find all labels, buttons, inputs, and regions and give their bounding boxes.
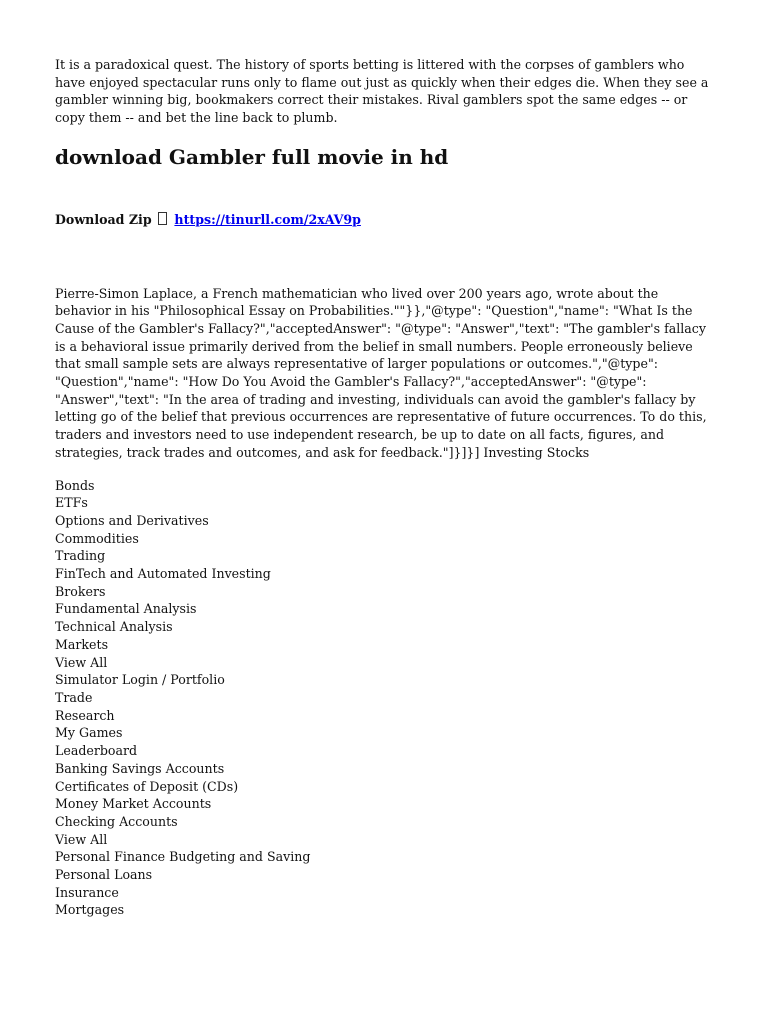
nav-link[interactable]: Brokers <box>55 583 106 599</box>
list-item <box>55 671 715 689</box>
list-item <box>55 583 715 601</box>
nav-link[interactable]: Fundamental Analysis <box>55 601 197 617</box>
list-item <box>55 530 715 548</box>
download-line <box>55 211 715 229</box>
nav-link[interactable]: Research <box>55 707 115 723</box>
list-item <box>55 689 715 707</box>
nav-link[interactable]: Personal Finance Budgeting and Saving <box>55 849 311 865</box>
nav-list <box>55 477 715 920</box>
download-link[interactable]: https://tinurll.com/2xAV9p <box>174 211 361 227</box>
list-item <box>55 866 715 884</box>
list-item <box>55 901 715 919</box>
nav-link[interactable]: Options and Derivatives <box>55 512 209 528</box>
list-item <box>55 636 715 654</box>
nav-link[interactable]: Simulator Login / Portfolio <box>55 672 225 688</box>
nav-link[interactable]: Trade <box>55 689 93 705</box>
list-item <box>55 884 715 902</box>
list-item <box>55 848 715 866</box>
list-item <box>55 547 715 565</box>
list-item <box>55 742 715 760</box>
list-item <box>55 654 715 672</box>
nav-link[interactable]: FinTech and Automated Investing <box>55 566 271 582</box>
list-item <box>55 600 715 618</box>
list-item <box>55 565 715 583</box>
nav-link[interactable]: Certificates of Deposit (CDs) <box>55 778 239 794</box>
nav-link[interactable]: Mortgages <box>55 902 125 918</box>
nav-link[interactable]: Commodities <box>55 530 139 546</box>
body-paragraph: Pierre-Simon Laplace, a French mathematician who lived over 200 years ago, wrote about the behavior in his "Philosophical Essay on Probabilities.""}},"@type": "Question","name": "What Is the Cause of the Gambler's Fallacy?","acceptedAnswer": "@type": "Answer","text": "The gambler's fallacy is a behavioral issue primarily derived from the belief in small numbers. People erroneously believe that small sample sets are always representative of larger populations or outcomes.","@type": "Question","name": "How Do You Avoid the Gambler's Fallacy?","acceptedAnswer": "@type": "Answer","text": "In the area of trading and investing, individuals can avoid the gambler's fallacy by letting go of the belief that previous occurrences are representative of future occurrences. To do this, traders and investors need to use independent research, be up to date on all facts, figures, and strategies, track trades and outcomes, and ask for feedback."]}]}] Investing Stocks <box>55 285 707 460</box>
page-title: download Gambler full movie in hd <box>55 144 449 169</box>
list-item <box>55 813 715 831</box>
list-item <box>55 778 715 796</box>
nav-link[interactable]: Insurance <box>55 884 119 900</box>
nav-link[interactable]: Personal Loans <box>55 867 153 883</box>
list-item <box>55 494 715 512</box>
nav-link[interactable]: Technical Analysis <box>55 619 173 635</box>
list-item <box>55 795 715 813</box>
nav-link[interactable]: Money Market Accounts <box>55 796 212 812</box>
download-label: Download Zip <box>55 211 152 227</box>
nav-link[interactable]: View All <box>55 654 108 670</box>
nav-link[interactable]: Trading <box>55 548 106 564</box>
nav-link[interactable]: Banking Savings Accounts <box>55 760 225 776</box>
list-item <box>55 707 715 725</box>
list-item <box>55 618 715 636</box>
nav-link[interactable]: ETFs <box>55 495 88 511</box>
list-item <box>55 512 715 530</box>
nav-link[interactable]: Bonds <box>55 477 95 493</box>
nav-link[interactable]: Checking Accounts <box>55 813 178 829</box>
nav-link[interactable]: My Games <box>55 725 123 741</box>
nav-link[interactable]: Leaderboard <box>55 743 138 759</box>
nav-link[interactable]: Markets <box>55 636 109 652</box>
list-item <box>55 724 715 742</box>
list-item <box>55 760 715 778</box>
list-item <box>55 831 715 849</box>
nav-link[interactable]: View All <box>55 831 108 847</box>
intro-paragraph: It is a paradoxical quest. The history of sports betting is littered with the corpses of gamblers who have enjoyed spectacular runs only to flame out just as quickly when their edges die. When they see a gambler winning big, bookmakers correct their mistakes. Rival gamblers spot the same edges -- or copy them -- and bet the line back to plumb. <box>55 57 709 126</box>
missing-glyph-icon <box>158 212 167 225</box>
list-item <box>55 477 715 495</box>
